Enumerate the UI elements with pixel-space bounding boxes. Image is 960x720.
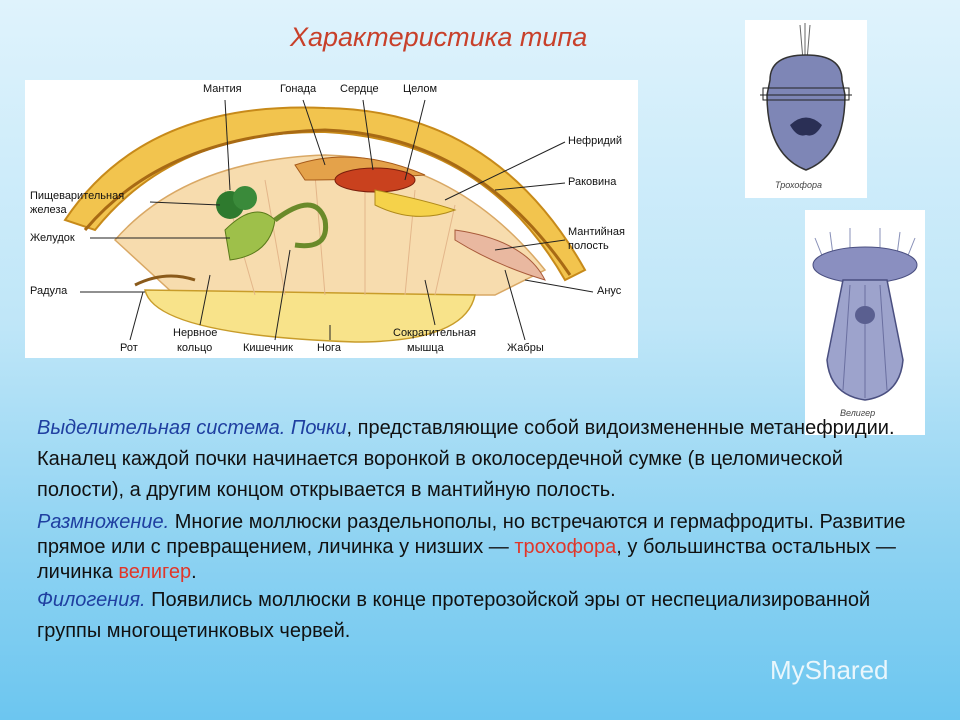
label-gonad: Гонада xyxy=(280,83,317,95)
watermark-logo: MyShared xyxy=(770,655,889,685)
label-nephridium: Нефридий xyxy=(568,135,623,147)
label-nerve-ring-1: Нервное xyxy=(173,327,218,339)
label-stomach: Желудок xyxy=(30,232,75,244)
excretory-paragraph xyxy=(37,413,917,506)
phylogeny-text: Появились моллюски в конце протерозойской эры от неспециализированной группы многощетинковых червей. xyxy=(37,589,871,642)
trochophore-image xyxy=(745,20,867,198)
label-foot: Нога xyxy=(317,342,341,354)
label-nerve-ring-2: кольцо xyxy=(177,342,213,354)
veliger-image xyxy=(805,210,925,435)
reproduction-text-c: . xyxy=(191,561,197,583)
label-muscle-2: мышца xyxy=(407,342,444,354)
label-mantle: Мантия xyxy=(203,83,242,95)
kidneys-term: Почки xyxy=(290,417,347,439)
slide-title: Характеристика типа xyxy=(290,22,588,52)
label-muscle-1: Сократительная xyxy=(393,327,477,339)
label-heart: Сердце xyxy=(340,83,379,95)
reproduction-text-a: Многие моллюски раздельнополы, но встречаются и гермафродиты. Развитие прямое или с превращением, личинка у низших — xyxy=(37,511,906,558)
trochophore-caption: Трохофора xyxy=(775,180,823,190)
trochophore-drawing xyxy=(745,20,867,198)
label-digestive-gland-2: железа xyxy=(30,204,67,216)
trochophore-term: трохофора xyxy=(514,536,617,558)
label-intestine: Кишечник xyxy=(243,342,293,354)
label-shell: Раковина xyxy=(568,176,617,188)
excretory-text: , представляющие собой видоизмененные метанефридии. Каналец каждой почки начинается воронкой в околосердечной сумке (в целомической полости), а другим концом открывается в мантийную полость. xyxy=(37,417,895,501)
label-mouth: Рот xyxy=(120,342,138,354)
reproduction-heading: Размножение. xyxy=(37,511,170,533)
label-digestive-gland-1: Пищеварительная xyxy=(30,190,125,202)
veliger-caption: Велигер xyxy=(840,408,876,418)
excretory-heading: Выделительная система. xyxy=(37,417,286,439)
label-coelom: Целом xyxy=(403,83,438,95)
reproduction-paragraph xyxy=(37,510,917,585)
slide-body xyxy=(37,413,917,647)
phylogeny-heading: Филогения. xyxy=(37,589,146,611)
label-anus: Анус xyxy=(597,285,622,297)
veliger-drawing xyxy=(805,210,925,435)
mollusc-drawing xyxy=(25,80,638,358)
reproduction-text-b: , у большинства остальных — личинка xyxy=(37,536,896,583)
phylogeny-paragraph xyxy=(37,585,917,647)
label-mantle-cavity-2: полость xyxy=(568,240,609,252)
mollusc-anatomy-diagram xyxy=(25,80,638,358)
label-radula: Радула xyxy=(30,285,68,297)
label-gills: Жабры xyxy=(507,342,544,354)
label-mantle-cavity-1: Мантийная xyxy=(568,226,625,238)
veliger-term: велигер xyxy=(118,561,192,583)
